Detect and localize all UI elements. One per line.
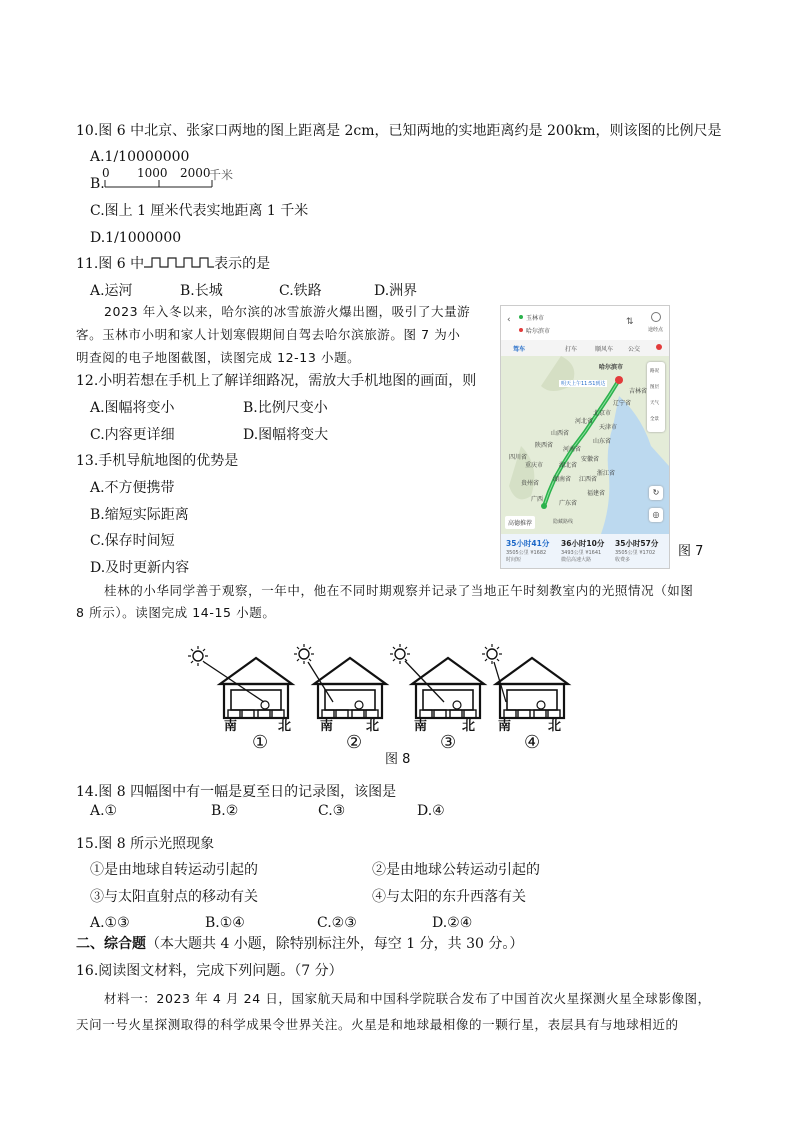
q12-option-d: D.图幅将变大: [243, 427, 329, 443]
q16-material-1-line-2: 天问一号火星探测取得的科学成果令世界关注。火星是和地球最相像的一颗行星，表层具有与地球相近的: [76, 1017, 679, 1032]
q15-option-b: B.①④: [205, 915, 245, 931]
q10-option-a: A.1/10000000: [90, 149, 190, 165]
eta-label: 明天上午11:51到达: [561, 381, 606, 387]
house-4: [496, 658, 568, 718]
route-option-2: [561, 538, 604, 563]
swap-icon: ⇅: [626, 317, 634, 327]
via-label: 途经点: [648, 327, 664, 333]
q15-statement-4: ④与太阳的东升西落有关: [372, 889, 526, 905]
sunray-1: [204, 662, 264, 702]
route-options: [501, 534, 669, 568]
q15-stem: 15.图 8 所示光照现象: [76, 836, 215, 852]
map-city-13: 陕西省: [535, 442, 554, 449]
sun-4: [482, 644, 502, 664]
map-city-7: 湖南省: [553, 476, 572, 483]
q10-option-b: [90, 166, 250, 192]
route-1-time: 35小时41分: [506, 539, 550, 548]
house-3: [412, 658, 484, 718]
q14-stem: 14.图 8 四幅图中有一幅是夏至日的记录图，该图是: [76, 784, 397, 800]
q13-stem: 13.手机导航地图的优势是: [76, 453, 239, 469]
q11-option-a: A.运河: [90, 283, 133, 299]
locate-button-icon: ◎: [649, 508, 663, 522]
q11-stem-pre: 11.图 6 中: [76, 256, 145, 272]
route-3-time: 35小时57分: [615, 539, 659, 548]
figure-8-houses-graphic: [180, 640, 580, 770]
route-3-detail: 3505公里 ¥1702: [615, 550, 656, 556]
figure-7-label: 图 7: [678, 544, 704, 559]
scale-unit: 千米: [209, 168, 234, 182]
notification-icon: [656, 344, 662, 350]
q11-option-b: B.长城: [180, 283, 223, 299]
route-3-tag: 收费多: [615, 557, 631, 563]
refresh-button-icon: ↻: [649, 486, 663, 500]
material-2-line-1: 桂林的小华同学善于观察，一年中，他在不同时期观察并记录了当地正午时刻教室内的光照情况（如图: [104, 583, 694, 598]
figure-8-caption: 图 8: [385, 752, 411, 767]
house-1: [220, 658, 292, 718]
tab-drive: 驾车: [513, 346, 526, 353]
sun-2: [294, 644, 314, 664]
q12-option-b: B.比例尺变小: [243, 400, 328, 416]
material-2-line-2: 8 所示）。读图完成 14-15 小题。: [76, 605, 276, 620]
section-2-title: 二、综合题: [76, 936, 146, 952]
phone-mode-tabs: [501, 340, 669, 356]
q11-option-d: D.洲界: [374, 283, 418, 299]
q15-option-a: A.①③: [90, 915, 130, 931]
scale-tick-0: 0: [102, 166, 110, 180]
map-city-11: 重庆市: [525, 462, 544, 469]
side-tool-2: 图层: [650, 385, 659, 390]
map-side-toolbar: [647, 362, 665, 432]
house-1-south: 南: [224, 719, 238, 734]
origin-dot-icon: [519, 315, 523, 319]
nav-recommend-button: 高德推荐: [505, 516, 535, 529]
q11-option-c: C.铁路: [279, 283, 322, 299]
house-1-number: ①: [252, 732, 269, 753]
origin-city: 玉林市: [526, 315, 545, 322]
side-tool-4: 全景: [650, 417, 659, 422]
q12-option-a: A.图幅将变小: [90, 400, 175, 416]
house-2-number: ②: [346, 732, 363, 753]
q15-option-d: D.②④: [432, 915, 473, 931]
q10-option-b-label: B.: [90, 176, 105, 192]
sun-3: [390, 644, 410, 664]
section-2-heading: [76, 935, 523, 953]
house-2-north: 北: [366, 719, 380, 734]
map-city-10: 贵州省: [521, 480, 540, 487]
q15-statement-3: ③与太阳直射点的移动有关: [90, 889, 258, 905]
q10-stem: 10.图 6 中北京、张家口两地的图上距离是 2cm，已知两地的实地距离约是 200km，则该图的比例尺是: [76, 123, 722, 139]
map-city-17: 辽宁省: [613, 400, 632, 407]
scale-tick-1000: 1000: [137, 166, 168, 180]
destination-label: 哈尔滨市: [599, 364, 624, 371]
great-wall-symbol-icon: [144, 255, 214, 269]
back-arrow-icon: ‹: [507, 315, 511, 325]
route-option-1: [506, 538, 549, 563]
q16-stem: 16.阅读图文材料，完成下列问题。（7 分）: [76, 963, 343, 979]
q11-stem-post: 表示的是: [214, 256, 271, 272]
map-city-2: 天津市: [599, 424, 618, 431]
material-1-line-3: 明查阅的电子地图截图，读图完成 12-13 小题。: [76, 350, 361, 365]
map-city-16: 浙江省: [597, 470, 616, 477]
q14-option-d: D.④: [417, 803, 445, 819]
q14-option-b: B.②: [211, 803, 239, 819]
tab-transit: 公交: [628, 346, 641, 353]
hide-route-button: 隐藏路线: [553, 519, 574, 525]
house-4-south: 南: [498, 719, 512, 734]
section-2-note: （本大题共 4 小题，除特别标注外，每空 1 分，共 30 分。）: [146, 936, 524, 952]
add-via-icon: [651, 312, 661, 322]
tab-taxi: 打车: [565, 346, 578, 353]
house-3-number: ③: [440, 732, 457, 753]
map-city-5: 河南省: [563, 446, 582, 453]
map-city-19: 山东省: [593, 438, 612, 445]
route-1-detail: 3505公里 ¥1682: [506, 550, 547, 556]
q12-stem: 12.小明若想在手机上了解详细路况，需放大手机地图的画面，则: [76, 373, 477, 389]
map-city-1: 北京市: [593, 410, 612, 417]
map-city-20: 福建省: [587, 490, 606, 497]
q16-material-1-line-1: 材料一：2023 年 4 月 24 日，国家航天局和中国科学院联合发布了中国首次火星探测火星全球影像图，: [104, 991, 711, 1006]
phone-map-screenshot: [500, 305, 670, 569]
map-city-6: 湖北省: [559, 462, 578, 469]
q14-option-c: C.③: [318, 803, 346, 819]
q10-option-d: D.1/1000000: [90, 230, 182, 246]
q14-option-a: A.①: [90, 803, 118, 819]
side-tool-1: 路况: [650, 369, 659, 374]
map-city-3: 河北省: [575, 418, 594, 425]
route-2-detail: 3493公里 ¥1641: [561, 550, 602, 556]
sunray-3: [405, 661, 444, 702]
q15-statement-1: ①是由地球自转运动引起的: [90, 862, 258, 878]
map-city-9: 广东省: [559, 500, 578, 507]
map-city-15: 江西省: [579, 476, 598, 483]
house-4-north: 北: [548, 719, 562, 734]
tab-ride-share: 顺风车: [595, 346, 614, 353]
phone-route-header: [501, 306, 669, 340]
q15-option-c: C.②③: [317, 915, 357, 931]
side-tool-3: 天气: [650, 401, 659, 406]
destination-city: 哈尔滨市: [526, 328, 551, 335]
house-4-number: ④: [524, 732, 541, 753]
map-city-18: 吉林省: [629, 388, 648, 395]
q13-option-b: B.缩短实际距离: [90, 507, 189, 523]
figure-8: [180, 640, 580, 770]
map-city-4: 山西省: [551, 430, 570, 437]
material-1-line-2: 客。玉林市小明和家人计划寒假期间自驾去哈尔滨旅游。图 7 为小: [76, 327, 461, 342]
map-city-14: 安徽省: [581, 456, 600, 463]
material-1-line-1: 2023 年入冬以来，哈尔滨的冰雪旅游火爆出圈，吸引了大量游: [104, 304, 471, 319]
house-3-south: 南: [414, 719, 428, 734]
q11-stem: [76, 255, 270, 273]
house-2-south: 南: [320, 719, 334, 734]
scale-tick-2000: 2000: [180, 166, 211, 180]
q13-option-c: C.保存时间短: [90, 533, 175, 549]
route-1-tag: 时间短: [506, 557, 522, 563]
map-city-12: 四川省: [509, 454, 528, 461]
house-1-north: 北: [278, 719, 292, 734]
q15-statement-2: ②是由地球公转运动引起的: [372, 862, 540, 878]
route-option-3: [615, 538, 658, 563]
q13-option-a: A.不方便携带: [90, 480, 175, 496]
map-city-8: 广西: [531, 496, 544, 503]
q12-option-c: C.内容更详细: [90, 427, 175, 443]
house-3-north: 北: [462, 719, 476, 734]
route-2-tag: 微信高速大路: [561, 557, 592, 563]
q10-option-c: C.图上 1 厘米代表实地距离 1 千米: [90, 203, 309, 219]
phone-map-area: [501, 356, 669, 534]
route-2-time: 36小时10分: [561, 539, 605, 548]
q13-option-d: D.及时更新内容: [90, 560, 190, 576]
sunray-2: [308, 662, 333, 702]
dest-dot-icon: [519, 328, 523, 332]
